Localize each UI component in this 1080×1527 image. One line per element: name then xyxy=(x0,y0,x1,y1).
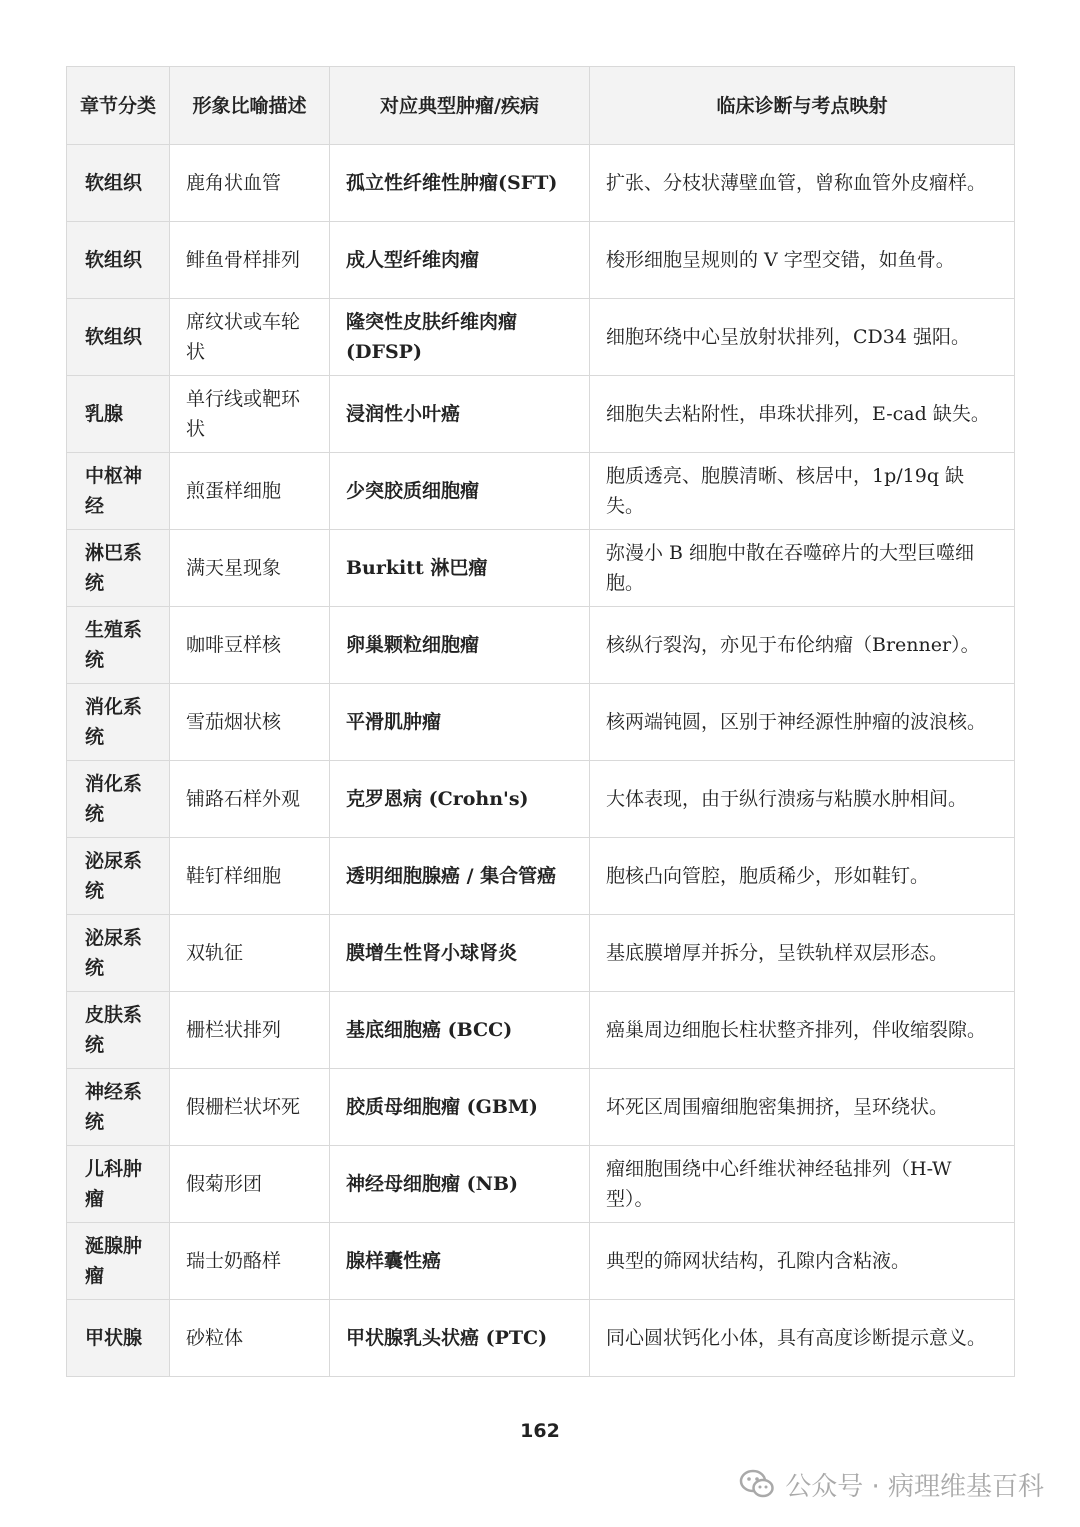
table-row xyxy=(67,222,1015,299)
cell-metaphor: 咖啡豆样核 xyxy=(170,607,330,684)
cell-chapter: 泌尿系统 xyxy=(67,915,170,992)
table-row xyxy=(67,453,1015,530)
cell-clinical: 胞质透亮、胞膜清晰、核居中，1p/19q 缺失。 xyxy=(590,453,1015,530)
table-row xyxy=(67,761,1015,838)
cell-clinical: 癌巢周边细胞长柱状整齐排列，伴收缩裂隙。 xyxy=(590,992,1015,1069)
cell-disease: 平滑肌肿瘤 xyxy=(330,684,590,761)
cell-chapter: 中枢神经 xyxy=(67,453,170,530)
cell-disease: 孤立性纤维性肿瘤(SFT) xyxy=(330,145,590,222)
cell-disease: 浸润性小叶癌 xyxy=(330,376,590,453)
cell-metaphor: 满天星现象 xyxy=(170,530,330,607)
cell-chapter: 软组织 xyxy=(67,222,170,299)
cell-clinical: 核纵行裂沟，亦见于布伦纳瘤（Brenner）。 xyxy=(590,607,1015,684)
table-row xyxy=(67,684,1015,761)
diagnosis-table xyxy=(66,66,1015,1377)
table-row xyxy=(67,1300,1015,1377)
cell-disease: 透明细胞腺癌 / 集合管癌 xyxy=(330,838,590,915)
cell-metaphor: 单行线或靶环状 xyxy=(170,376,330,453)
cell-clinical: 弥漫小 B 细胞中散在吞噬碎片的大型巨噬细胞。 xyxy=(590,530,1015,607)
cell-disease: Burkitt 淋巴瘤 xyxy=(330,530,590,607)
cell-metaphor: 栅栏状排列 xyxy=(170,992,330,1069)
cell-metaphor: 煎蛋样细胞 xyxy=(170,453,330,530)
cell-disease: 膜增生性肾小球肾炎 xyxy=(330,915,590,992)
cell-chapter: 皮肤系统 xyxy=(67,992,170,1069)
cell-metaphor: 瑞士奶酪样 xyxy=(170,1223,330,1300)
header-chapter: 章节分类 xyxy=(67,67,170,145)
cell-chapter: 泌尿系统 xyxy=(67,838,170,915)
cell-chapter: 软组织 xyxy=(67,299,170,376)
table-row xyxy=(67,607,1015,684)
cell-metaphor: 假栅栏状坏死 xyxy=(170,1069,330,1146)
cell-chapter: 生殖系统 xyxy=(67,607,170,684)
cell-disease: 神经母细胞瘤 (NB) xyxy=(330,1146,590,1223)
cell-chapter: 涎腺肿瘤 xyxy=(67,1223,170,1300)
cell-disease: 隆突性皮肤纤维肉瘤(DFSP) xyxy=(330,299,590,376)
cell-disease: 克罗恩病 (Crohn's) xyxy=(330,761,590,838)
table-row xyxy=(67,299,1015,376)
cell-clinical: 大体表现，由于纵行溃疡与粘膜水肿相间。 xyxy=(590,761,1015,838)
cell-disease: 基底细胞癌 (BCC) xyxy=(330,992,590,1069)
cell-disease: 胶质母细胞瘤 (GBM) xyxy=(330,1069,590,1146)
cell-clinical: 坏死区周围瘤细胞密集拥挤，呈环绕状。 xyxy=(590,1069,1015,1146)
table-header-row xyxy=(67,67,1015,145)
table-row xyxy=(67,838,1015,915)
cell-clinical: 基底膜增厚并拆分，呈铁轨样双层形态。 xyxy=(590,915,1015,992)
cell-metaphor: 铺路石样外观 xyxy=(170,761,330,838)
cell-disease: 少突胶质细胞瘤 xyxy=(330,453,590,530)
cell-disease: 甲状腺乳头状癌 (PTC) xyxy=(330,1300,590,1377)
cell-chapter: 儿科肿瘤 xyxy=(67,1146,170,1223)
cell-disease: 成人型纤维肉瘤 xyxy=(330,222,590,299)
watermark-text: 公众号 · 病理维基百科 xyxy=(785,1471,1044,1502)
table-row xyxy=(67,376,1015,453)
cell-clinical: 瘤细胞围绕中心纤维状神经毡排列（H-W型）。 xyxy=(590,1146,1015,1223)
cell-metaphor: 雪茄烟状核 xyxy=(170,684,330,761)
cell-chapter: 乳腺 xyxy=(67,376,170,453)
table-row xyxy=(67,1146,1015,1223)
table-row xyxy=(67,1223,1015,1300)
table-row xyxy=(67,992,1015,1069)
cell-disease: 卵巢颗粒细胞瘤 xyxy=(330,607,590,684)
table-row xyxy=(67,915,1015,992)
watermark xyxy=(739,1464,1044,1504)
table-row xyxy=(67,145,1015,222)
cell-disease: 腺样囊性癌 xyxy=(330,1223,590,1300)
cell-metaphor: 假菊形团 xyxy=(170,1146,330,1223)
table-row xyxy=(67,1069,1015,1146)
cell-clinical: 典型的筛网状结构，孔隙内含粘液。 xyxy=(590,1223,1015,1300)
cell-clinical: 扩张、分枝状薄壁血管，曾称血管外皮瘤样。 xyxy=(590,145,1015,222)
cell-metaphor: 双轨征 xyxy=(170,915,330,992)
cell-metaphor: 席纹状或车轮状 xyxy=(170,299,330,376)
cell-metaphor: 鹿角状血管 xyxy=(170,145,330,222)
cell-metaphor: 砂粒体 xyxy=(170,1300,330,1377)
wechat-icon xyxy=(739,1469,775,1499)
page-number: 162 xyxy=(520,1420,560,1442)
cell-clinical: 梭形细胞呈规则的 V 字型交错，如鱼骨。 xyxy=(590,222,1015,299)
cell-metaphor: 鲱鱼骨样排列 xyxy=(170,222,330,299)
cell-clinical: 细胞环绕中心呈放射状排列，CD34 强阳。 xyxy=(590,299,1015,376)
cell-metaphor: 鞋钉样细胞 xyxy=(170,838,330,915)
cell-chapter: 甲状腺 xyxy=(67,1300,170,1377)
cell-chapter: 消化系统 xyxy=(67,684,170,761)
cell-chapter: 神经系统 xyxy=(67,1069,170,1146)
header-metaphor: 形象比喻描述 xyxy=(170,67,330,145)
cell-chapter: 淋巴系统 xyxy=(67,530,170,607)
header-disease: 对应典型肿瘤/疾病 xyxy=(330,67,590,145)
table-row xyxy=(67,530,1015,607)
header-clinical: 临床诊断与考点映射 xyxy=(590,67,1015,145)
cell-clinical: 细胞失去粘附性，串珠状排列，E-cad 缺失。 xyxy=(590,376,1015,453)
cell-clinical: 核两端钝圆，区别于神经源性肿瘤的波浪核。 xyxy=(590,684,1015,761)
cell-clinical: 胞核凸向管腔，胞质稀少，形如鞋钉。 xyxy=(590,838,1015,915)
cell-chapter: 消化系统 xyxy=(67,761,170,838)
cell-chapter: 软组织 xyxy=(67,145,170,222)
cell-clinical: 同心圆状钙化小体，具有高度诊断提示意义。 xyxy=(590,1300,1015,1377)
